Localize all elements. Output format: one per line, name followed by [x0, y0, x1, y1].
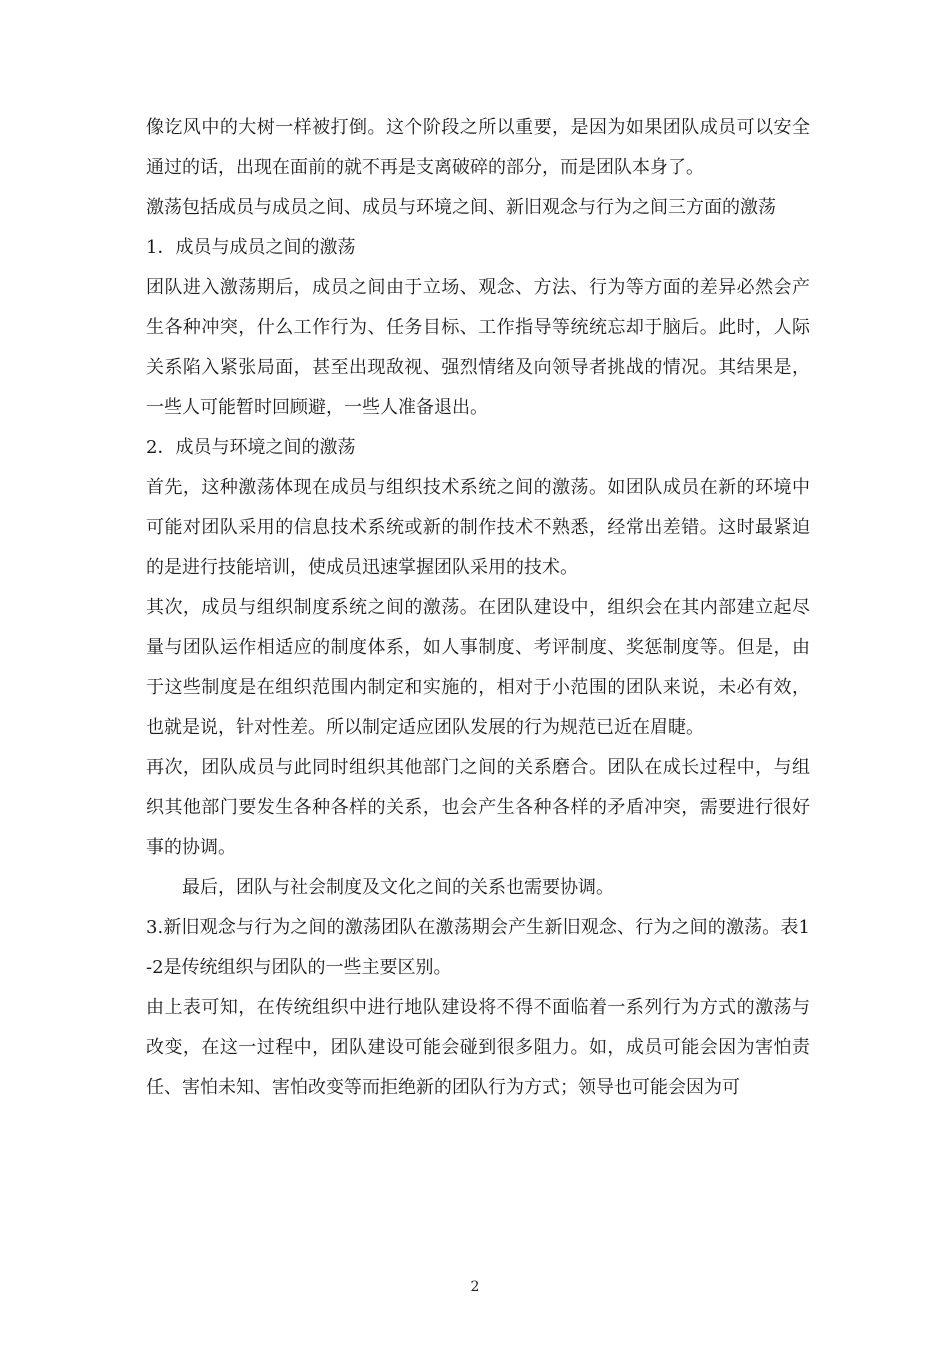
paragraph: 再次，团队成员与此同时组织其他部门之间的关系磨合。团队在成长过程中，与组织其他部门要发生各种各样的关系，也会产生各种各样的矛盾冲突，需要进行很好事的协调。: [146, 757, 810, 858]
paragraph: 最后，团队与社会制度及文化之间的关系也需要协调。: [182, 877, 614, 898]
section-heading: 1．成员与成员之间的激荡: [146, 237, 356, 258]
paragraph: 激荡包括成员与成员之间、成员与环境之间、新旧观念与行为之间三方面的激荡: [146, 197, 776, 218]
page-body: [146, 108, 810, 1108]
paragraph: 其次，成员与组织制度系统之间的激荡。在团队建设中，组织会在其内部建立起尽量与团队运作相适应的制度体系，如人事制度、考评制度、奖惩制度等。但是，由于这些制度是在组织范围内制定和实施的，相对于小范围的团队来说，未必有效，也就是说，针对性差。所以制定适应团队发展的行为规范已近在眉睫。: [146, 597, 810, 738]
page-number: 2: [470, 1279, 480, 1295]
paragraph: 首先，这种激荡体现在成员与组织技术系统之间的激荡。如团队成员在新的环境中可能对团队采用的信息技术系统或新的制作技术不熟悉，经常出差错。这时最紧迫的是进行技能培训，使成员迅速掌握团队采用的技术。: [146, 477, 810, 578]
paragraph: 团队进入激荡期后，成员之间由于立场、观念、方法、行为等方面的差异必然会产生各种冲突，什么工作行为、任务目标、工作指导等统统忘却于脑后。此时，人际关系陷入紧张局面，甚至出现敌视、强烈情绪及向领导者挑战的情况。其结果是，一些人可能暂时回顾避，一些人准备退出。: [146, 277, 810, 418]
paragraph: 由上表可知，在传统组织中进行地队建设将不得不面临着一系列行为方式的激荡与改变，在这一过程中，团队建设可能会碰到很多阻力。如，成员可能会因为害怕责任、害怕未知、害怕改变等而拒绝新的团队行为方式；领导也可能会因为可: [146, 997, 810, 1098]
paragraph: 像讫风中的大树一样被打倒。这个阶段之所以重要，是因为如果团队成员可以安全通过的话，出现在面前的就不再是支离破碎的部分，而是团队本身了。: [146, 117, 810, 178]
section-heading: 2．成员与环境之间的激荡: [146, 437, 356, 458]
section-heading: 3.新旧观念与行为之间的激荡团队在激荡期会产生新旧观念、行为之间的激荡。表1-2是传统组织与团队的一些主要区别。: [146, 917, 810, 978]
